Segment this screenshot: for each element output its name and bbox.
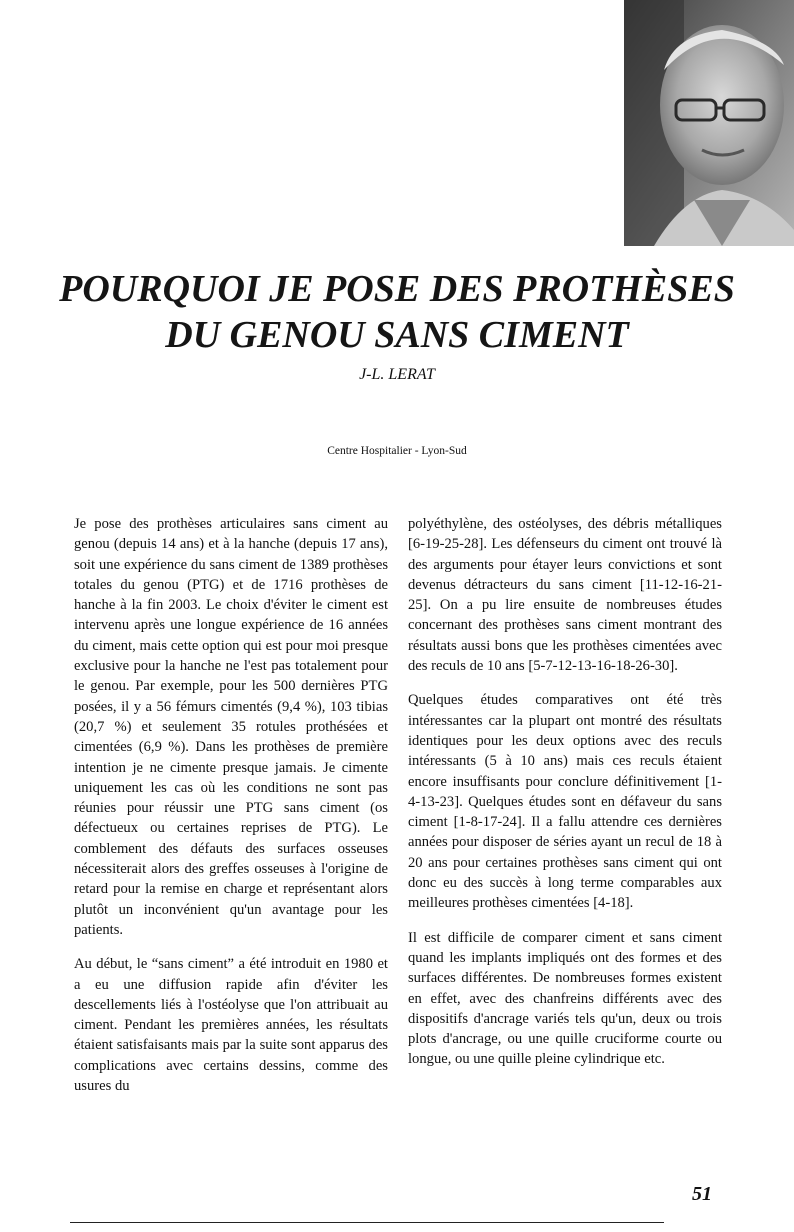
affiliation: Centre Hospitalier - Lyon-Sud xyxy=(327,445,467,457)
author-portrait-image xyxy=(624,0,794,246)
article-title xyxy=(40,266,754,358)
paragraph: Au début, le “sans ciment” a été introduit en 1980 et a eu une diffusion rapide afin d'éviter les descellements liés à l'ostéolyse que l'on attribuait au ciment. Pendant les premières années, les résultats étaient satisfaisants mais par la suite sont apparus des complications avec certains dessins, comme des usures du xyxy=(74,956,388,1095)
title-line-1: POURQUOI JE POSE DES PROTHÈSES xyxy=(59,268,735,310)
paragraph: polyéthylène, des ostéolyses, des débris métalliques [6-19-25-28]. Les défenseurs du ciment ont trouvé là des arguments pour étayer leurs convictions et sont devenus détracteurs du sans ciment [11-12-16-21-25]. On a pu lire ensuite de nombreuses études concernant des prothèses sans ciment montrant des résultats aussi bons que les prothèses cimentées avec des reculs de 10 ans [5-7-12-13-16-18-26-30]. xyxy=(408,516,722,675)
author-photo xyxy=(624,0,794,246)
author-name: J-L. LERAT xyxy=(359,366,435,383)
paragraph: Il est difficile de comparer ciment et sans ciment quand les implants impliqués ont des formes et des surfaces différentes. De nombreuses formes existent en effet, avec des chanfreins différents avec des dispositifs d'ancrage variés tels qu'un, deux ou trois plots d'ancrage, ou une quille cruciforme courte ou longue, ou une quille pleine cylindrique etc. xyxy=(408,929,722,1068)
paragraph: Quelques études comparatives ont été très intéressantes car la plupart ont montré des résultats identiques pour les deux options avec des reculs intéressants (5 à 10 ans) mais ces reculs étaient encore insuffisants pour conclure définitivement [1-4-13-23]. Quelques études sont en défaveur du sans ciment [1-8-17-24]. Il a fallu attendre ces dernières années pour disposer de séries ayant un recul de 18 à 20 ans pour certaines prothèses sans ciment qui ont donc eu des succès à long terme comparables aux meilleures prothèses cimentées [4-18]. xyxy=(408,692,722,912)
title-line-2: DU GENOU SANS CIMENT xyxy=(165,314,629,356)
footer-rule xyxy=(70,1222,664,1223)
paragraph: Je pose des prothèses articulaires sans ciment au genou (depuis 14 ans) et à la hanche (depuis 17 ans), soit une expérience du sans ciment de 1389 prothèses totales du genou (PTG) et de 1716 prothèses de hanche à la fin 2003. Le choix d'éviter le ciment est intervenu après une longue expérience de 16 années du ciment, mais cette option qui est pour moi presque exclusive pour la hanche ne l'est pas totalement pour le genou. Par exemple, pour les 500 dernières PTG posées, il y a 56 fémurs cimentés (9,4 %), 103 tibias (20,7 %) et seulement 35 rotules prothésées et cimentées (6,9 %). Dans les prothèses de première intention je ne cimente presque jamais. Je cimente uniquement les cas où les conditions ne sont pas réunies pour réussir une PTG sans ciment (os défectueux ou certaines reprises de PTG). Le comblement des défauts des surfaces osseuses nécessiterait alors des greffes osseuses à l'origine de retard pour la remise en charge et représentant alors plutôt un inconvénient qu'un avantage pour les patients. xyxy=(74,516,388,938)
left-column xyxy=(74,514,388,1110)
page-number: 51 xyxy=(692,1183,712,1205)
right-column xyxy=(408,514,722,1084)
